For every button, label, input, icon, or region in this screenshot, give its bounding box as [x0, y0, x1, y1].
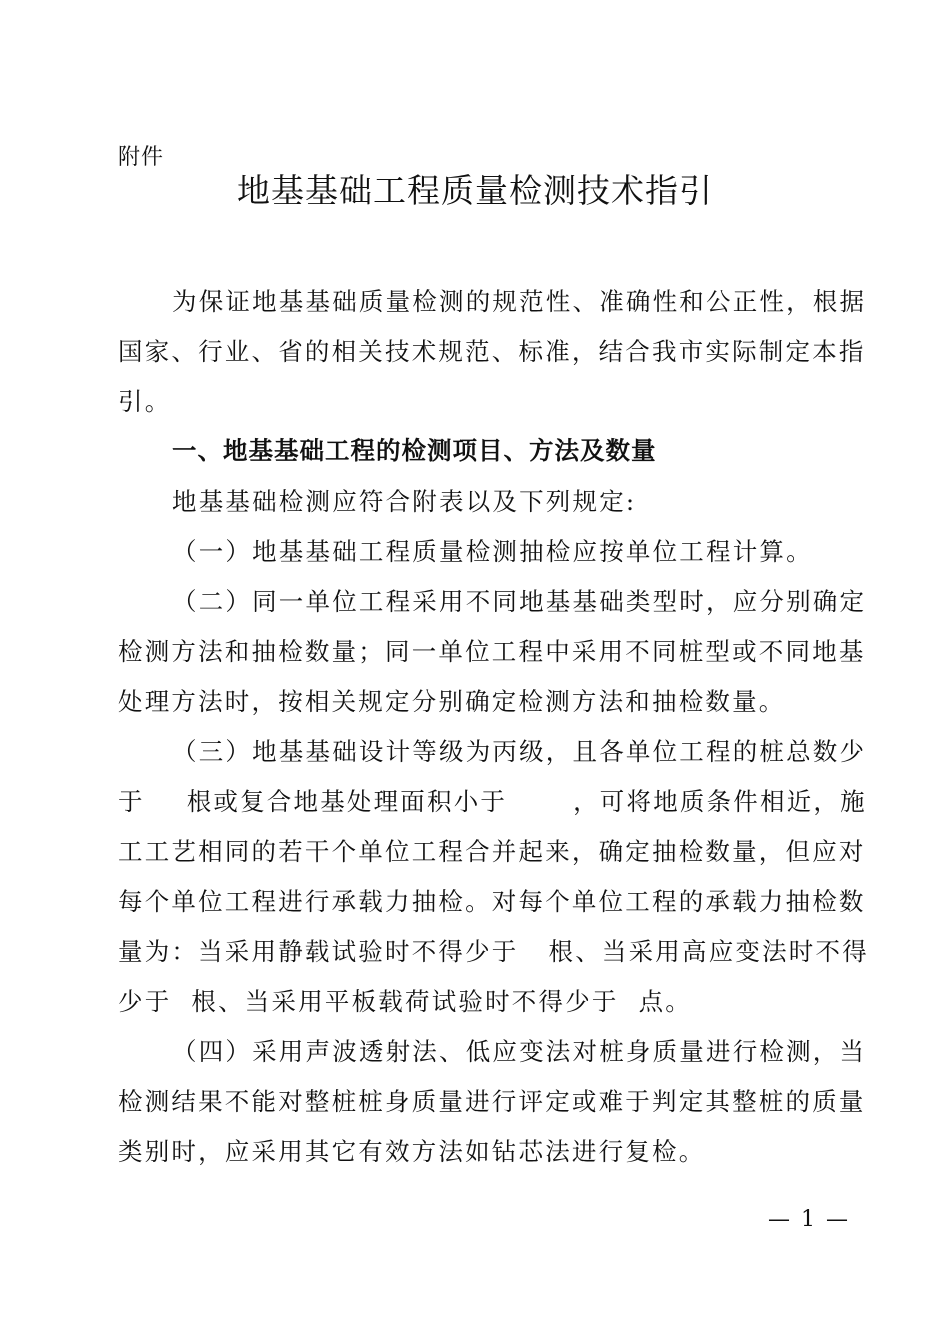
item-1: （一）地基基础工程质量检测抽检应按单位工程计算。	[172, 537, 813, 566]
item-3-line-6-part-b: 根、当采用平板载荷试验时不得少于	[191, 987, 619, 1016]
item-4-line-3: 类别时，应采用其它有效方法如钻芯法进行复检。	[118, 1137, 706, 1166]
item-3-line-2-part-b: 根或复合地基处理面积小于	[186, 787, 508, 816]
item-3-line-5-part-a: 量为：当采用静载试验时不得少于	[118, 937, 519, 966]
item-2-line-3: 处理方法时，按相关规定分别确定检测方法和抽检数量。	[118, 687, 786, 716]
item-3-line-6-part-a: 少于	[118, 987, 172, 1016]
item-3-line-2-part-a: 于	[118, 787, 145, 816]
item-4-line-2: 检测结果不能对整桩桩身质量进行评定或难于判定其整桩的质量	[118, 1087, 866, 1116]
item-3-line-1: （三）地基基础设计等级为丙级，且各单位工程的桩总数少	[172, 737, 867, 766]
intro-line-1: 为保证地基基础质量检测的规范性、准确性和公正性，根据	[172, 287, 867, 316]
item-3-line-5-part-b: 根、当采用高应变法时不得	[548, 937, 869, 966]
item-3-line-3: 工工艺相同的若干个单位工程合并起来，确定抽检数量，但应对	[118, 837, 866, 866]
item-3-line-2	[118, 785, 867, 819]
attachment-label: 附件	[118, 145, 165, 170]
item-2-line-1: （二）同一单位工程采用不同地基基础类型时，应分别确定	[172, 587, 867, 616]
item-3-line-6	[118, 985, 842, 1019]
section-lead: 地基基础检测应符合附表以及下列规定:	[172, 487, 637, 516]
item-2-line-2: 检测方法和抽检数量；同一单位工程中采用不同桩型或不同地基	[118, 637, 866, 666]
item-4-line-1: （四）采用声波透射法、低应变法对桩身质量进行检测，当	[172, 1037, 867, 1066]
item-3-line-6-part-c: 点。	[638, 987, 693, 1016]
intro-line-3: 引。	[118, 387, 172, 416]
item-3-line-2-part-c: ，可将地质条件相近，施	[573, 787, 867, 816]
page-number: — 1 —	[768, 1207, 850, 1232]
item-3-line-5	[118, 935, 869, 969]
document-title: 地基基础工程质量检测技术指引	[237, 171, 713, 210]
item-3-line-4: 每个单位工程进行承载力抽检。对每个单位工程的承载力抽检数	[118, 887, 866, 916]
intro-line-2: 国家、行业、省的相关技术规范、标准，结合我市实际制定本指	[118, 337, 866, 366]
section-heading: 一、地基基础工程的检测项目、方法及数量	[172, 436, 657, 465]
